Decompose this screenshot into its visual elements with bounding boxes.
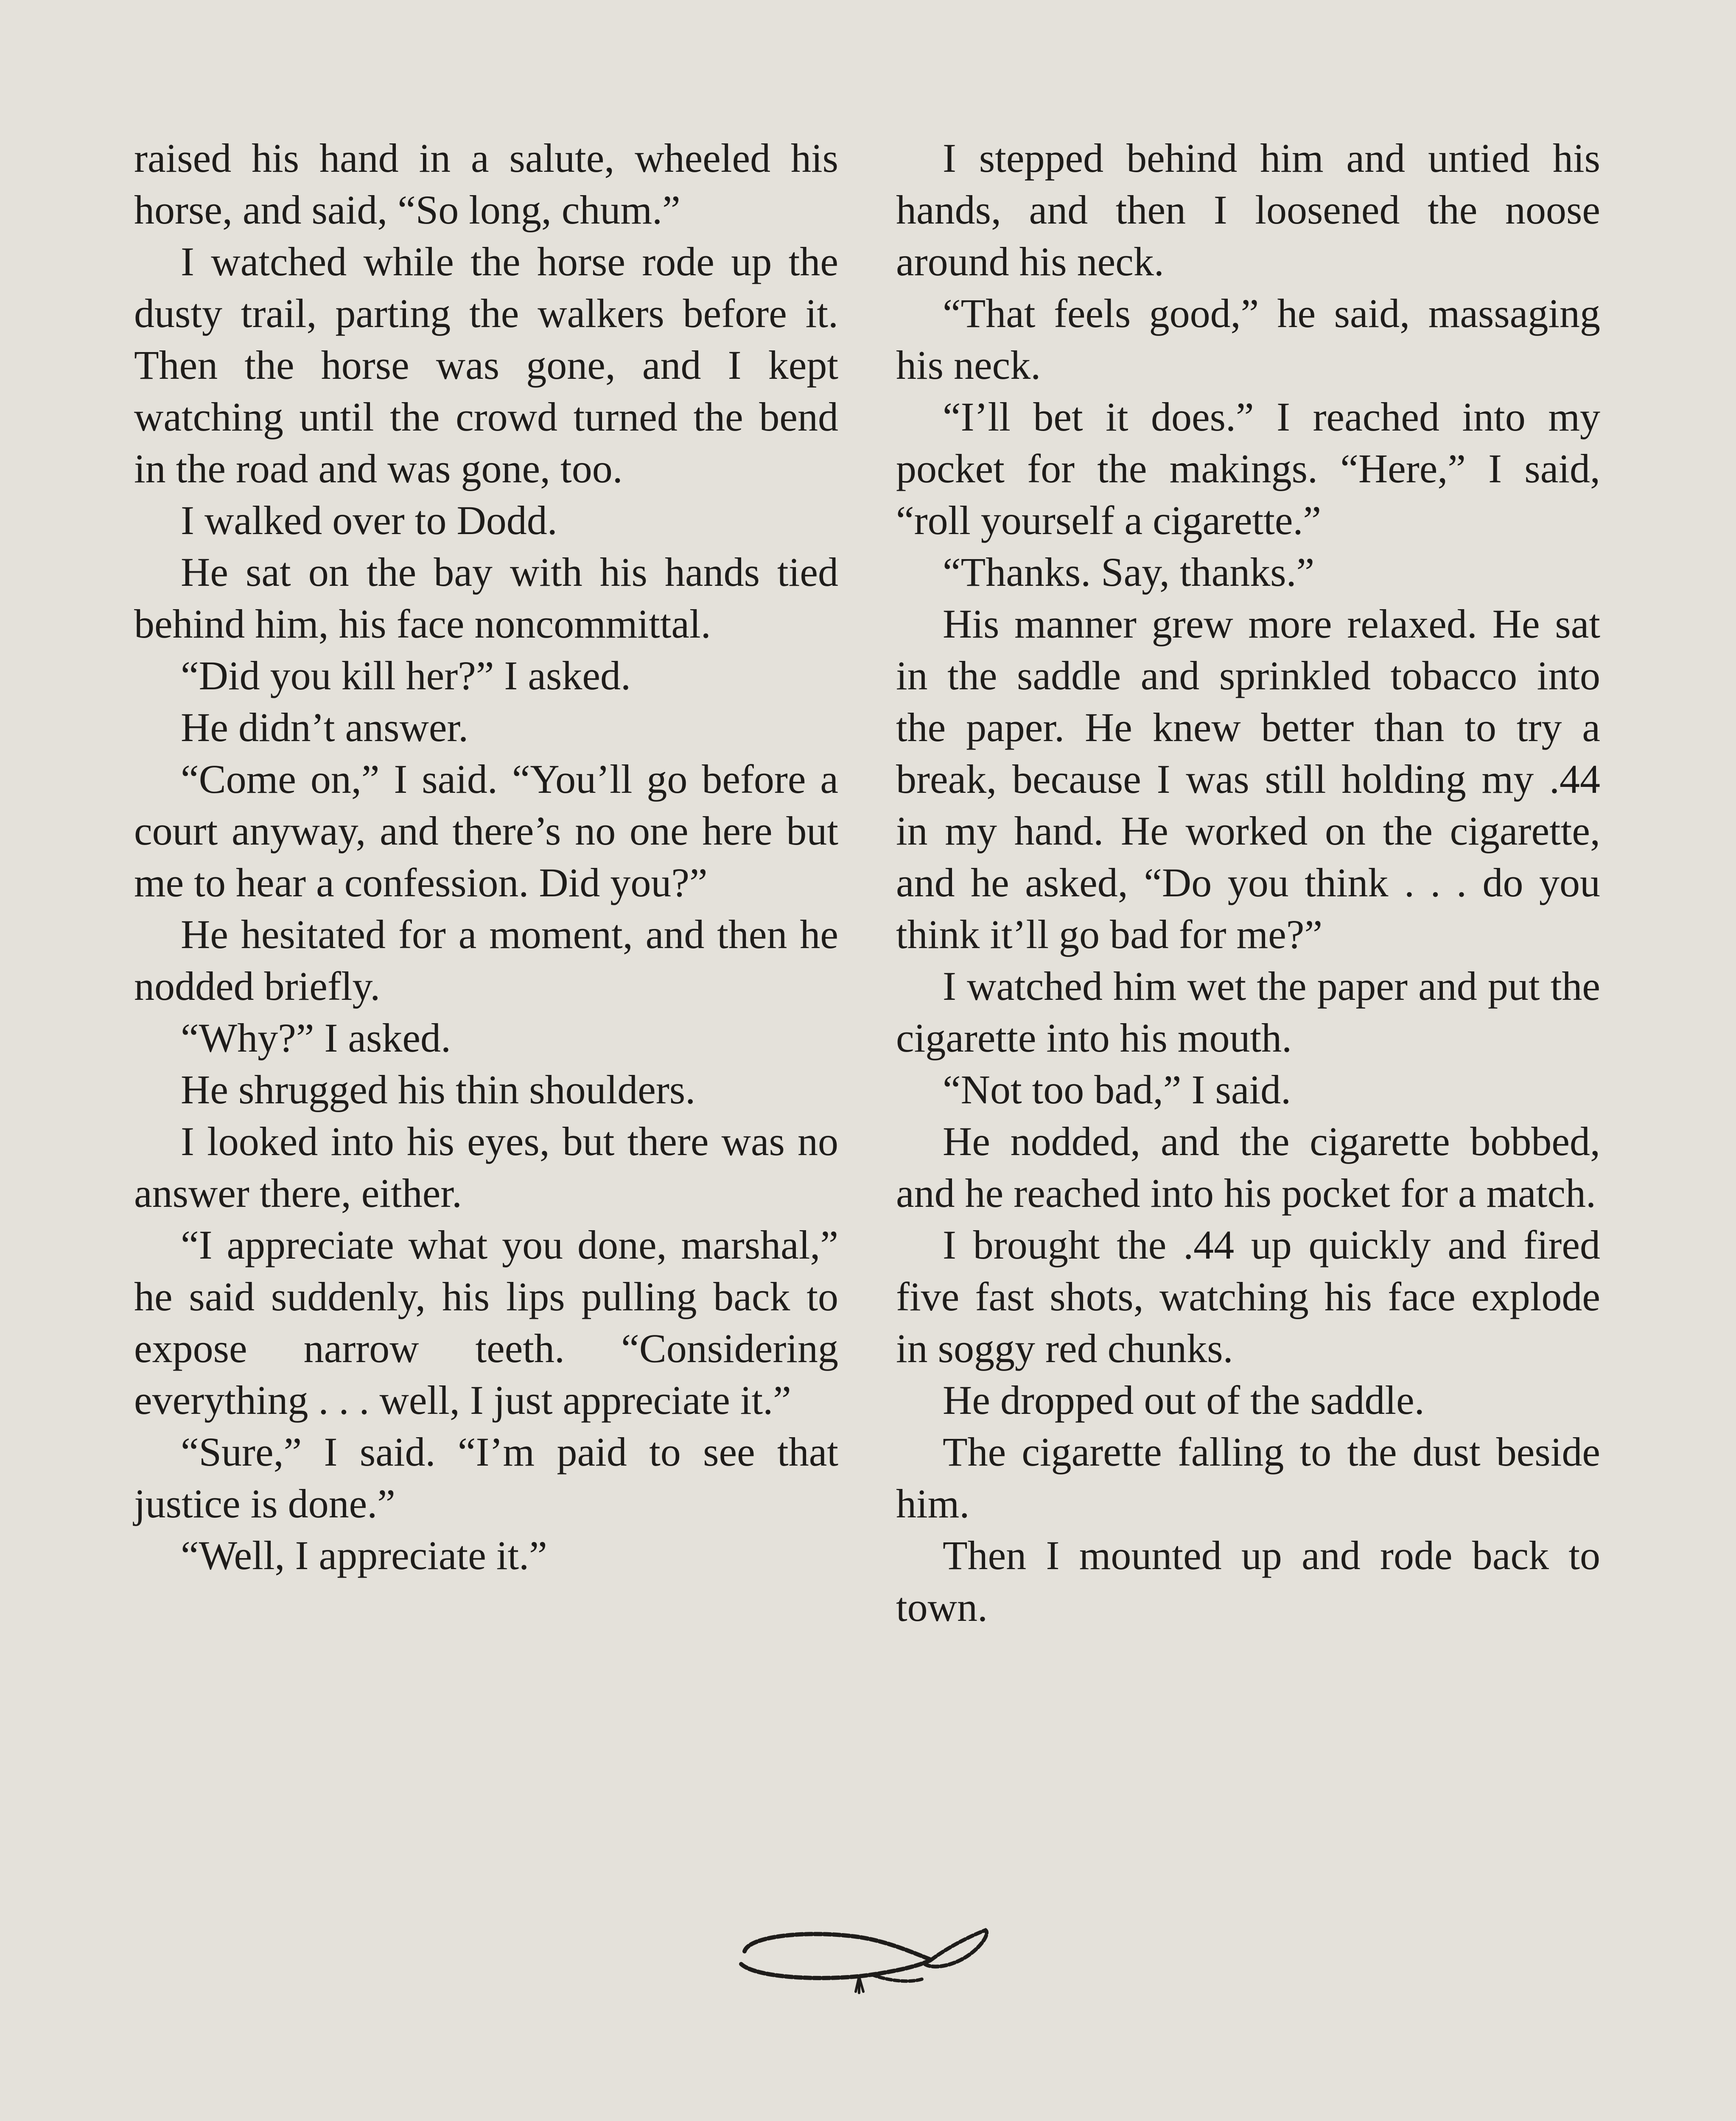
paragraph: raised his hand in a salute, wheeled his horse, and said, “So long, chum.” (134, 135, 838, 232)
paragraph: Then I mounted up and rode back to town. (896, 1533, 1600, 1630)
right-text-column (896, 132, 1600, 1633)
paragraph: “Not too bad,” I said. (943, 1067, 1291, 1112)
paragraph: He sat on the bay with his hands tied behind him, his face noncommittal. (134, 549, 838, 646)
paragraph: “That feels good,” he said, massaging his neck. (896, 291, 1600, 388)
paragraph: “Well, I appreciate it.” (181, 1533, 547, 1578)
lariat-ornament-icon (732, 1896, 995, 1998)
paragraph: “I’ll bet it does.” I reached into my pocket for the makings. “Here,” I said, “roll yourself a cigarette.” (896, 394, 1600, 543)
paragraph: He nodded, and the cigarette bobbed, and he reached into his pocket for a match. (896, 1119, 1600, 1216)
paragraph: He shrugged his thin shoulders. (181, 1067, 696, 1112)
paragraph: “Come on,” I said. “You’ll go before a court anyway, and there’s no one here but me to hear a confession. Did you?” (134, 756, 838, 905)
paragraph: I watched while the horse rode up the dusty trail, parting the walkers before it. Then the horse was gone, and I kept watching until the crowd turned the bend in the road and was gone, too. (134, 239, 838, 491)
paragraph: He hesitated for a moment, and then he nodded briefly. (134, 912, 838, 1009)
paragraph: “Thanks. Say, thanks.” (943, 549, 1315, 595)
paragraph: I looked into his eyes, but there was no answer there, either. (134, 1119, 838, 1216)
paragraph: I brought the .44 up quickly and fired five fast shots, watching his face explode in soggy red chunks. (896, 1222, 1600, 1371)
paragraph: “Did you kill her?” I asked. (181, 653, 631, 698)
left-text-column (134, 132, 838, 1581)
paragraph: “Why?” I asked. (181, 1015, 451, 1060)
paragraph: I watched him wet the paper and put the cigarette into his mouth. (896, 963, 1600, 1060)
paragraph: “I appreciate what you done, marshal,” he said suddenly, his lips pulling back to expose narrow teeth. “Considering everything . . . well, I just appreciate it.” (134, 1222, 838, 1423)
paragraph: I stepped behind him and untied his hands, and then I loosened the noose around his neck. (896, 135, 1600, 284)
paragraph: He dropped out of the saddle. (943, 1377, 1425, 1423)
paragraph: His manner grew more relaxed. He sat in the saddle and sprinkled tobacco into the paper. He knew better than to try a break, because I was still holding my .44 in my hand. He worked on the cigarette, and he asked, “Do you think . . . do you think it’ll go bad for me?” (896, 601, 1600, 957)
paragraph: He didn’t answer. (181, 705, 469, 750)
paragraph: “Sure,” I said. “I’m paid to see that justice is done.” (134, 1429, 838, 1526)
paragraph: I walked over to Dodd. (181, 498, 557, 543)
paragraph: The cigarette falling to the dust beside him. (896, 1429, 1600, 1526)
